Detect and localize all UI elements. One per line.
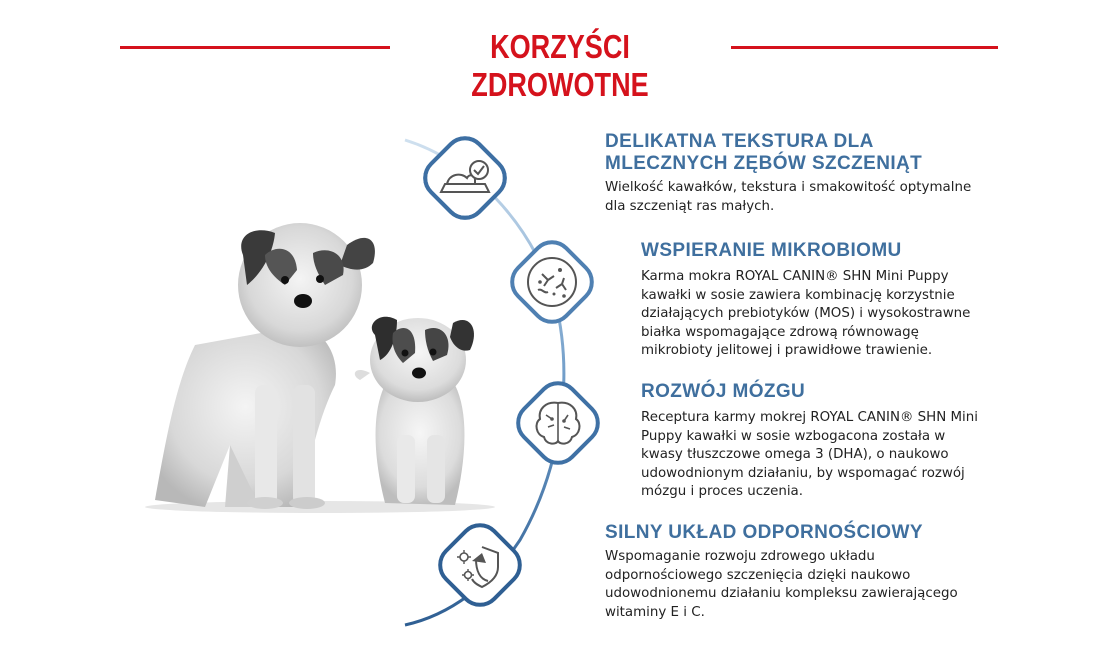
puppy xyxy=(355,317,474,505)
feature-brain-development xyxy=(641,381,1021,502)
feature-microbiome xyxy=(641,240,1021,361)
feature-body: Wielkość kawałków, tekstura i smakowitość optymalne dla szczeniąt ras małych. xyxy=(605,180,972,214)
page-title: KORZYŚCI ZDROWOTNE xyxy=(471,28,649,103)
feature-title: WSPIERANIE MIKROBIOMU xyxy=(641,240,902,261)
adult-dog xyxy=(155,223,375,509)
food-bowl-check-icon xyxy=(417,130,513,226)
microbiome-icon xyxy=(504,234,600,330)
feature-body: Karma mokra ROYAL CANIN® SHN Mini Puppy kawałki w sosie zawiera kombinację korzystnie działających prebiotyków (MOS) i wysokostrawne białka wspomagające zdrową równowagę mikrobioty jelitowej i prawidłowe trawienie. xyxy=(641,269,971,359)
feature-title: SILNY UKŁAD ODPORNOŚCIOWY xyxy=(605,522,923,543)
header-rule-left xyxy=(120,46,390,49)
feature-gentle-texture xyxy=(605,131,1035,216)
header-rule-right xyxy=(731,46,998,49)
feature-immune-system xyxy=(605,522,1035,622)
brain-icon xyxy=(510,375,606,471)
immune-shield-icon xyxy=(432,517,528,613)
feature-body: Receptura karmy mokrej ROYAL CANIN® SHN Mini Puppy kawałki w sosie wzbogacona została w kwasy tłuszczowe omega 3 (DHA), o naukowo udowodnionym działaniu, by wspomagać rozwój mózgu i proces uczenia. xyxy=(641,410,978,500)
feature-body: Wspomaganie rozwoju zdrowego układu odpornościowego szczenięcia dzięki naukowo udowodnionemu działaniu kompleksu zawierającego witaminy E i C. xyxy=(605,549,958,620)
feature-title: DELIKATNA TEKSTURA DLA MLECZNYCH ZĘBÓW SZCZENIĄT xyxy=(605,131,923,174)
feature-title: ROZWÓJ MÓZGU xyxy=(641,381,806,402)
dogs-photo xyxy=(135,215,505,515)
